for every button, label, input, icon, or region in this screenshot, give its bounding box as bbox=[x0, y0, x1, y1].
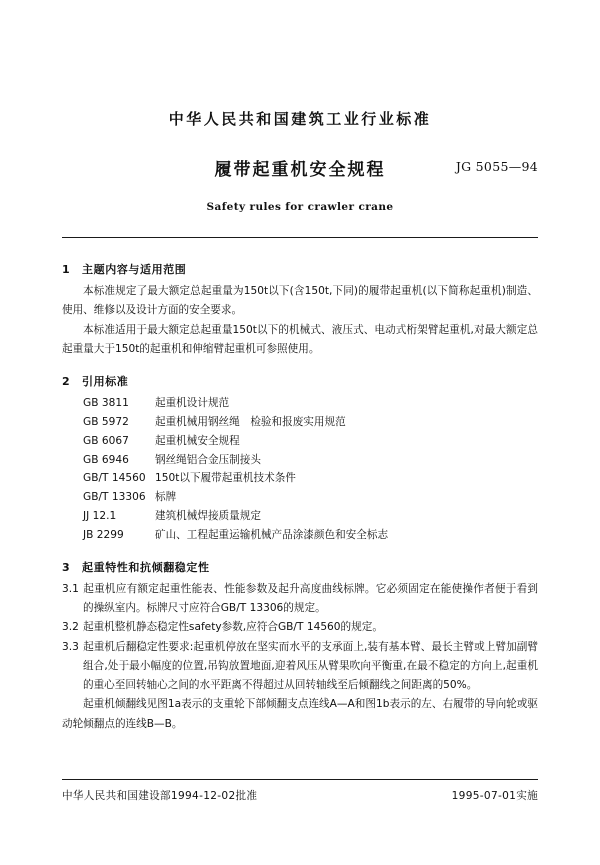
reference-standards-list bbox=[62, 394, 538, 545]
document-footer bbox=[62, 779, 538, 803]
reference-id: JB 2299 bbox=[83, 529, 124, 541]
section-1-paragraph-1: 本标准规定了最大额定总起重量为150t以下(含150t,下同)的履带起重机(以下简称起重机)制造、使用、维修以及设计方面的安全要求。 bbox=[62, 285, 538, 317]
list-item bbox=[62, 526, 538, 545]
clause-3-2 bbox=[62, 618, 538, 637]
reference-name: 矿山、工程起重运输机械产品涂漆颜色和安全标志 bbox=[155, 529, 389, 541]
footer-effective-date: 1995-07-01实施 bbox=[451, 790, 538, 802]
section-heading-2 bbox=[62, 372, 538, 392]
reference-id: GB/T 13306 bbox=[83, 491, 146, 504]
clause-number: 3.2 bbox=[62, 621, 79, 634]
reference-id: JJ 12.1 bbox=[83, 510, 117, 523]
document-title-en: Safety rules for crawler crane bbox=[206, 201, 394, 213]
list-item bbox=[62, 507, 538, 526]
section-title-3: 起重特性和抗倾翻稳定性 bbox=[82, 560, 210, 574]
document-title: 履带起重机安全规程 bbox=[214, 160, 386, 180]
clause-number: 3.1 bbox=[62, 582, 79, 595]
document-body bbox=[62, 260, 538, 734]
reference-name: 150t以下履带起重机技术条件 bbox=[155, 472, 296, 485]
reference-name: 起重机械安全规程 bbox=[155, 434, 240, 447]
header-divider bbox=[62, 237, 538, 238]
clause-text: 起重机整机静态稳定性safety参数,应符合GB/T 14560的规定。 bbox=[83, 621, 383, 634]
clause-number: 3.3 bbox=[62, 640, 79, 653]
clause-text: 起重机后翻稳定性要求:起重机停放在坚实而水平的支承面上,装有基本臂、最长主臂或上臂加副臂组合,处于最小幅度的位置,吊钩放置地面,迎着风压从臂果吹向平衡重,在最不稳定的方向上,起重机的重心至回转轴心之间的水平距离不得超过从回转轴线至后倾翻线之间距离的50%。 bbox=[83, 640, 538, 692]
section-number-2: 2 bbox=[62, 375, 71, 389]
list-item bbox=[62, 451, 538, 470]
section-1-paragraph-2: 本标准适用于最大额定总起重量150t以下的机械式、液压式、电动式桁架臂起重机,对最大额定总起重量大于150t的起重机和伸缩臂起重机可参照使用。 bbox=[62, 323, 538, 355]
reference-name: 起重机械用钢丝绳 检验和报废实用规范 bbox=[155, 415, 346, 428]
list-item bbox=[62, 469, 538, 488]
reference-name: 建筑机械焊接质量规定 bbox=[155, 510, 261, 523]
list-item bbox=[62, 413, 538, 432]
title-row bbox=[62, 155, 538, 181]
section-number-1: 1 bbox=[62, 263, 71, 276]
clause-text: 起重机应有额定起重性能表、性能参数及起升高度曲线标牌。它必须固定在能使操作者便于看到的操纵室内。标牌尺寸应符合GB/T 13306的规定。 bbox=[83, 582, 538, 615]
reference-id: GB 6946 bbox=[83, 453, 129, 466]
document-header bbox=[62, 0, 538, 213]
list-item bbox=[62, 394, 538, 413]
section-number-3: 3 bbox=[62, 560, 71, 574]
list-item bbox=[62, 488, 538, 507]
section-heading-3 bbox=[62, 558, 538, 578]
section-heading-1 bbox=[62, 260, 538, 280]
clause-3-3 bbox=[62, 638, 538, 696]
section-3-final-paragraph: 起重机倾翻线见图1a表示的支重轮下部倾翻支点连线A—A和图1b表示的左、右履带的导向轮或驱动轮倾翻点的连线B—B。 bbox=[62, 698, 538, 730]
issuing-organization: 中华人民共和国建筑工业行业标准 bbox=[168, 110, 432, 128]
footer-divider bbox=[62, 779, 538, 780]
reference-name: 起重机设计规范 bbox=[155, 397, 230, 410]
reference-id: GB 5972 bbox=[83, 415, 129, 428]
section-title-2: 引用标准 bbox=[82, 375, 129, 389]
reference-name: 标牌 bbox=[155, 491, 177, 504]
list-item bbox=[62, 432, 538, 451]
standard-code: JG 5055—94 bbox=[455, 159, 538, 174]
reference-id: GB 6067 bbox=[83, 434, 129, 447]
reference-id: GB/T 14560 bbox=[83, 472, 146, 485]
reference-name: 钢丝绳铝合金压制接头 bbox=[155, 453, 261, 466]
reference-id: GB 3811 bbox=[83, 397, 129, 410]
footer-approval-text: 中华人民共和国建设部1994-12-02批准 bbox=[62, 790, 258, 802]
clause-3-1 bbox=[62, 580, 538, 619]
section-title-1: 主题内容与适用范围 bbox=[82, 263, 187, 276]
